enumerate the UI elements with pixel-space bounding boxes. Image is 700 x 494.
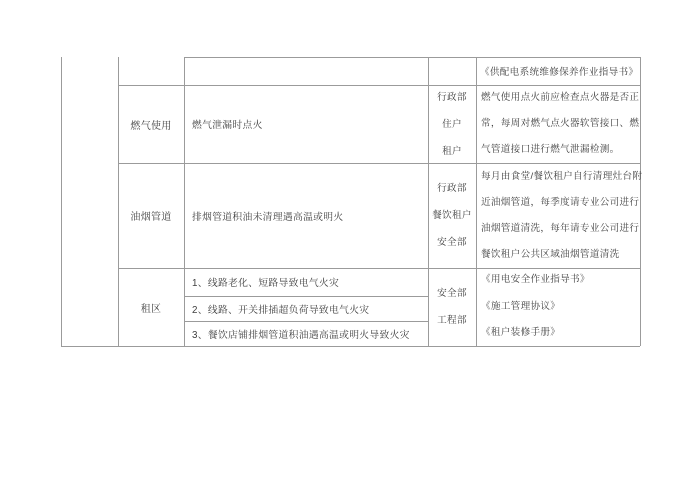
department-label: 住户 (442, 118, 462, 130)
category-cell: 燃气使用 (130, 120, 172, 132)
reference-document: 《施工管理协议》 (481, 300, 561, 312)
department-label: 行政部 (437, 91, 467, 103)
reference-document: 《租户装修手册》 (481, 327, 561, 339)
hazard-item-cell: 3、餐饮店铺排烟管道积油遇高温或明火导致火灾 (192, 329, 410, 341)
department-label: 工程部 (437, 315, 467, 326)
department-label: 行政部 (437, 183, 467, 194)
responsible-department-cell (428, 163, 476, 268)
hazard-description-cell-empty (184, 57, 436, 85)
hazard-item-cell: 1、线路老化、短路导致电气火灾 (192, 278, 340, 289)
category-cell-empty (118, 57, 184, 85)
control-measures-cell: 《供配电系统维修保养作业指导书》 (480, 67, 639, 78)
grid-line-left-edge (61, 57, 62, 346)
responsible-department-cell (428, 85, 476, 163)
control-measures-cell (476, 268, 645, 346)
hazard-description-cell: 排烟管道积油未清理遇高温或明火 (192, 211, 344, 223)
category-cell: 油烟管道 (130, 212, 172, 223)
hazard-item-cell: 2、线路、开关排插超负荷导致电气火灾 (192, 304, 370, 316)
department-label: 租户 (442, 145, 462, 157)
department-label: 安全部 (437, 237, 467, 248)
department-label: 餐饮租户 (432, 210, 472, 221)
control-measures-cell (476, 163, 647, 268)
reference-document: 《用电安全作业指导书》 (481, 274, 590, 286)
responsible-department-cell (428, 268, 476, 346)
measures-text: 燃气使用点火前应检查点火器是否正常，每周对燃气点火器软管接口、燃气管道接口进行燃气泄漏检测。 (481, 92, 640, 155)
department-label: 安全部 (437, 288, 467, 299)
control-measures-cell (476, 85, 647, 163)
category-cell: 租区 (140, 303, 162, 315)
measures-text: 每月由食堂/餐饮租户自行清理灶台附近油烟管道，每季度请专业公司进行油烟管道清洗，每年请专业公司进行餐饮租户公共区域油烟管道清洗 (481, 170, 643, 260)
hazard-description-cell: 燃气泄漏时点火 (192, 120, 263, 131)
